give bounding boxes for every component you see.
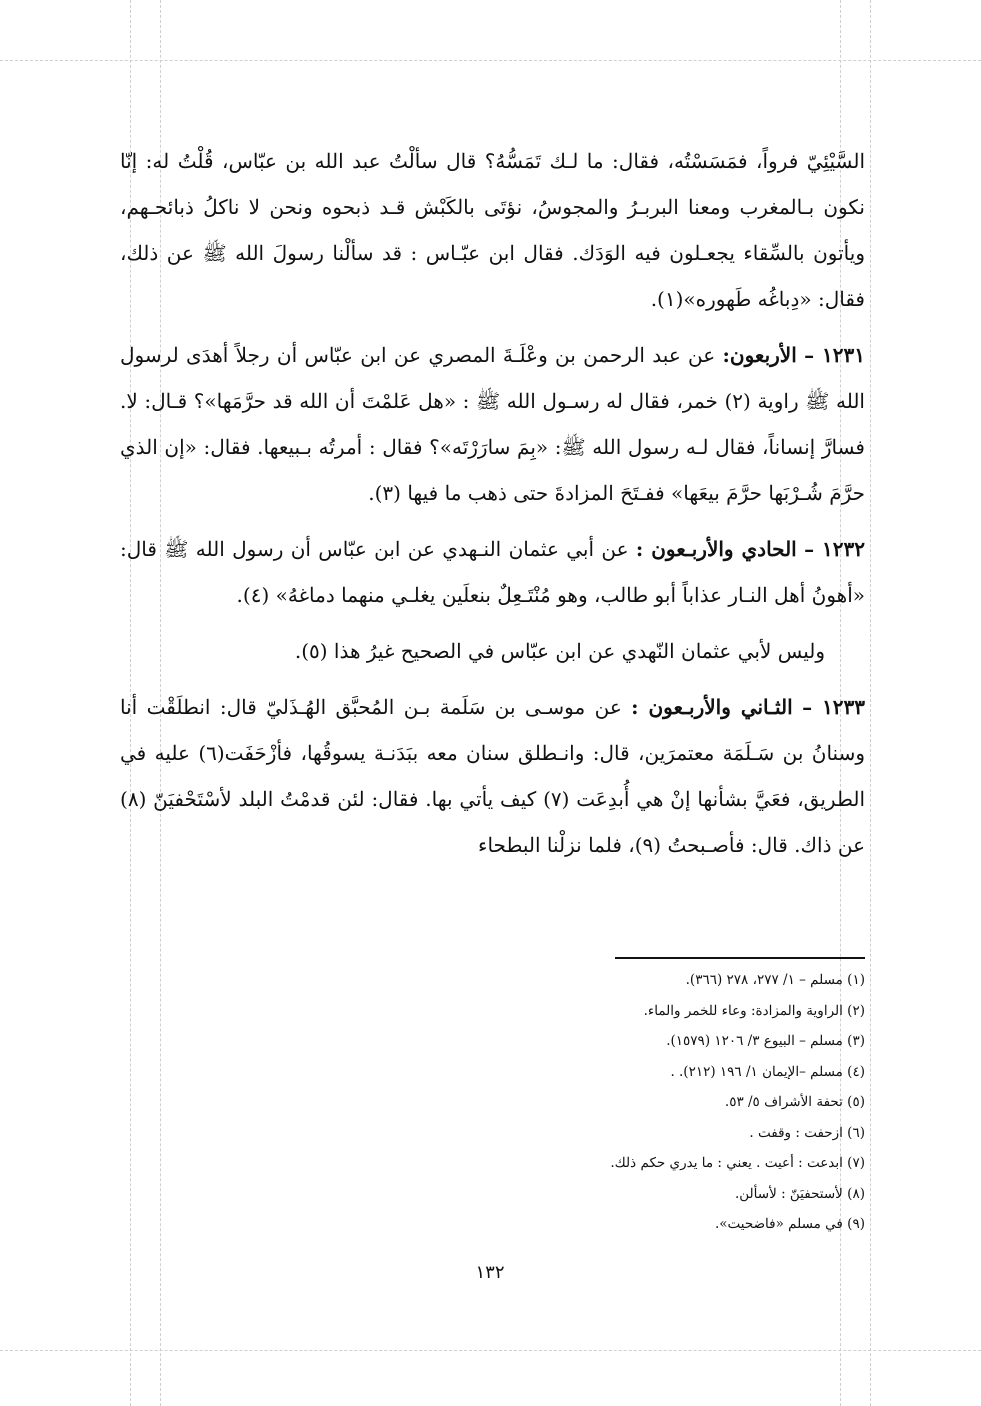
footnote: (٨) لأستحفيَنّ : لأسألن. xyxy=(734,1185,865,1202)
footnote: (٧) ابدعت : أعيت . يعني : ما يدري حكم ذلك. xyxy=(610,1155,865,1171)
scan-guide-line xyxy=(0,60,981,61)
footnote: (٢) الراوية والمزادة: وعاء للخمر والماء. xyxy=(643,1002,865,1019)
footnote: (٤) مسلم –الإيمان ١/ ١٩٦ (٢١٢). . xyxy=(670,1063,865,1080)
footnotes xyxy=(440,965,865,1240)
hadith-number: ١٢٣١ – xyxy=(804,343,865,367)
hadith-title: الأربعون: xyxy=(722,343,797,367)
footnote: (١) مسلم – ١/ ٢٧٧، ٢٧٨ (٣٦٦). xyxy=(685,972,865,988)
hadith-number: ١٢٣٣ – xyxy=(802,695,866,719)
paragraph-text: السَّيْئِيّ فرواً، فمَسَسْتُه، فقال: ما لـك تَمَسُّهُ؟ قال سألْتُ عبد الله بن عبّاس، قُلْتُ له: إنّا نكون بـالمغرب ومعنا البربـرُ والمجوسُ، نؤتَى بالكَبْش قـد ذبحوه ونحن لا ناكلُ ذبائحـهم، ويأتون بالسِّقاء يجعـلون فيه الوَدَك. فقال ابن عبّـاس : قد سألْنا رسولَ الله ﷺ عن ذلك، فقال: «دِباغُه طَهوره»(١). xyxy=(120,149,865,311)
paragraph-text: عن موسـى بن سَلَمة بـن المُحبَّق الهُـذَليّ قال: انطلَقْت أنا وسنانُ بن سَـلَمَة معتمرَين، قال: وانـطلق سنان معه ببَدَنـة يسوقُها، فأزْحَفَت(٦) عليه في الطريق، فعَيَّ بشأنها إنْ هي أُبدِعَت (٧) كيف يأتي بها. فقال: لئن قدمْتُ البلد لأسْتَحْفيَنّ (٨) عن ذاك. قال: فأصـبحتُ (٩)، فلما نزلْنا البطحاء xyxy=(120,695,866,857)
paragraph-continuation xyxy=(120,138,865,322)
paragraph-text: عن عبد الرحمن بن وعْلَـةَ المصري عن ابن عبّاس أن رجلاً أهدَى لرسول الله ﷺ راوية (٢) خمر، فقال له رسـول الله ﷺ : «هل عَلمْتَ أن الله قد حرَّمَها»؟ قـال: لا. فسارَّ إنساناً، فقال لـه رسول الله ﷺ: «بِمَ سارَرْتَه»؟ فقال : أمرتُه بـبيعها. فقال: «إن الذي حرَّمَ شُـرْبَها حرَّمَ بيعَها» ففـتَحَ المزادةَ حتى ذهب ما فيها (٣). xyxy=(120,343,865,505)
note-paragraph xyxy=(120,628,865,674)
paragraph-text: وليس لأبي عثمان النّهدي عن ابن عبّاس في الصحيح غيرُ هذا (٥). xyxy=(294,639,825,663)
footnote: (٣) مسلم – البيوع ٣/ ١٢٠٦ (١٥٧٩). xyxy=(666,1033,865,1049)
footnote-separator xyxy=(615,957,865,959)
scan-guide-line xyxy=(870,0,871,1406)
hadith-1232 xyxy=(120,526,865,618)
footnote: (٩) في مسلم «فاضحيت». xyxy=(714,1216,865,1232)
footnote: (٥) تحفة الأشراف ٥/ ٥٣. xyxy=(724,1094,865,1110)
hadith-title: الثـاني والأربـعون : xyxy=(631,695,793,719)
scan-guide-line xyxy=(0,1350,981,1351)
footnote: (٦) ازحفت : وقفت . xyxy=(749,1124,865,1141)
page-number: ١٣٢ xyxy=(475,1262,505,1283)
hadith-title: الحادي والأربـعون : xyxy=(635,537,797,561)
page-body xyxy=(120,138,865,878)
paragraph-text: عن أبي عثمان النـهدي عن ابن عبّاس أن رسول الله ﷺ قال: «أهونُ أهل النـار عذاباً أبو طالب، وهو مُنْتَـعِلٌ بنعلَين يغلـي منهما دماغهُ» (٤). xyxy=(120,537,865,607)
hadith-number: ١٢٣٢ – xyxy=(804,537,865,561)
hadith-1231 xyxy=(120,332,865,516)
hadith-1233 xyxy=(120,684,865,868)
